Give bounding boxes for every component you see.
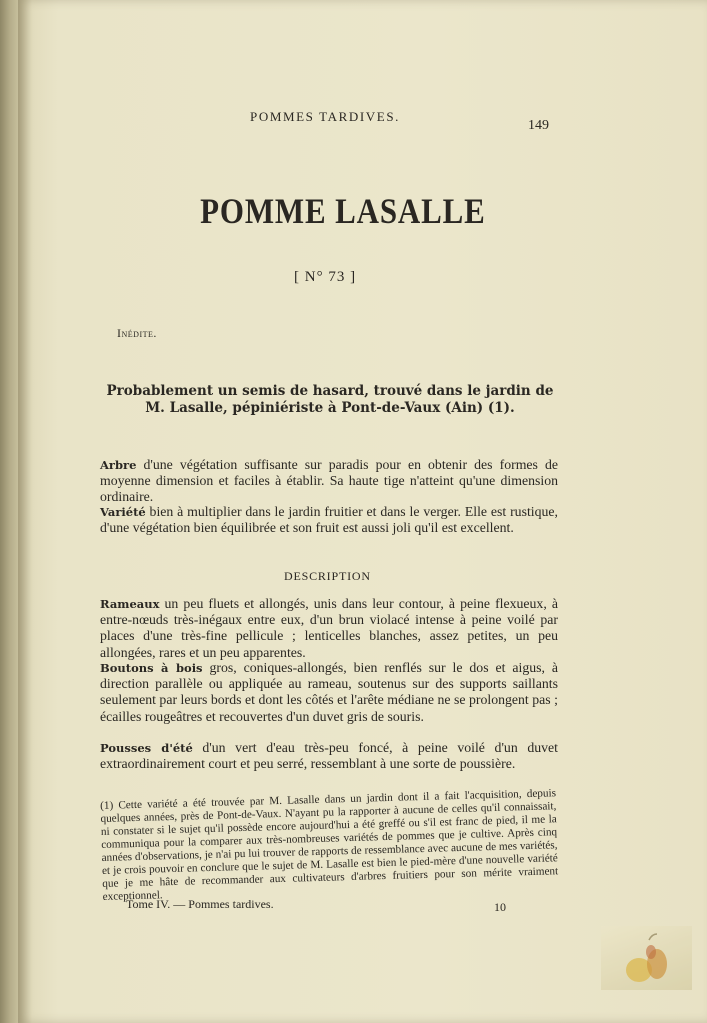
variety-number: [ N° 73 ] (294, 269, 357, 285)
paragraph-pousses (100, 740, 558, 772)
paragraph-arbre (100, 457, 558, 506)
footer-signature: 10 (494, 900, 506, 914)
term-pousses: Pousses d'été (100, 741, 193, 755)
section-heading-description: DESCRIPTION (284, 569, 371, 583)
text-variete: bien à multiplier dans le jardin fruitier et dans le verger. Elle est rustique, d'une végétation bien équilibrée et son fruit est aussi joli qu'il est excellent. (100, 504, 558, 536)
watermark-logo (601, 926, 692, 990)
page-title-text: POMME LASALLE (200, 191, 486, 231)
paragraph-boutons (100, 660, 558, 725)
term-variete: Variété (100, 505, 146, 519)
running-head: POMMES TARDIVES. (250, 109, 401, 124)
page-title (46, 190, 614, 232)
footer-volume: Tome IV. — Pommes tardives. (126, 897, 274, 911)
apple-pear-icon (601, 926, 692, 990)
paragraph-variete (100, 504, 558, 536)
text-arbre: d'une végétation suffisante sur paradis pour en obtenir des formes de moyenne dimension et faciles à établir. Sa haute tige n'atteint qu'une dimension ordinaire. (100, 457, 558, 505)
text-rameaux: un peu fluets et allongés, unis dans leur contour, à peine flexueux, à entre-nœuds très-inégaux entre eux, d'un brun violacé intense à peine voilé par places d'une très-fine pellicule ; lenticelles blanches, assez petites, un peu allongées, rares et un peu apparentes. (100, 596, 558, 660)
subtitle-line-1: Probablement un semis de hasard, trouvé dans le jardin de (106, 383, 554, 399)
status-label: Inédite. (117, 326, 157, 340)
term-boutons: Boutons à bois (100, 661, 203, 675)
paragraph-rameaux (100, 596, 558, 661)
text-boutons: gros, coniques-allongés, bien renflés sur le dos et aigus, à direction parallèle ou appliquée au rameau, soutenus sur des supports saillants seulement par leurs bords et dont les côtés et l'arête médiane ne se prolongent pas ; écailles rougeâtres et recouvertes d'un duvet gris de souris. (100, 660, 558, 724)
book-binding (0, 0, 18, 1023)
text-pousses: d'un vert d'eau très-peu foncé, à peine voilé d'un duvet extraordinairement court et peu serré, ressemblant à une sorte de poussière. (100, 740, 558, 772)
footnote: (1) Cette variété a été trouvée par M. Lasalle dans un jardin dont il a fait l'acquisition, depuis quelques années, près de Pont-de-Vaux. N'ayant pu la rapporter à aucune de celles qu'il connaissait, ni constater si le sujet qu'il possède encore aujourd'hui a été greffé ou s'il est franc de pied, il me la communiqua pour la comparer aux très-nombreuses variétés de pommes que je cultive. Après cinq années d'observations, je n'ai pu lui trouver de rapports de ressemblance avec aucune de mes variétés, et je crois pouvoir en conclure que le sujet de M. Lasalle est bien le pied-mère d'une nouvelle variété que je me hâte de recommander aux cultivateurs d'arbres fruitiers pour son mérite vraiment exceptionnel. (100, 787, 559, 903)
page-number: 149 (528, 118, 549, 133)
subtitle (100, 383, 560, 417)
subtitle-line-2: M. Lasalle, pépiniériste à Pont-de-Vaux (Ain) (1). (145, 400, 515, 416)
term-rameaux: Rameaux (100, 597, 160, 611)
term-arbre: Arbre (100, 458, 137, 472)
